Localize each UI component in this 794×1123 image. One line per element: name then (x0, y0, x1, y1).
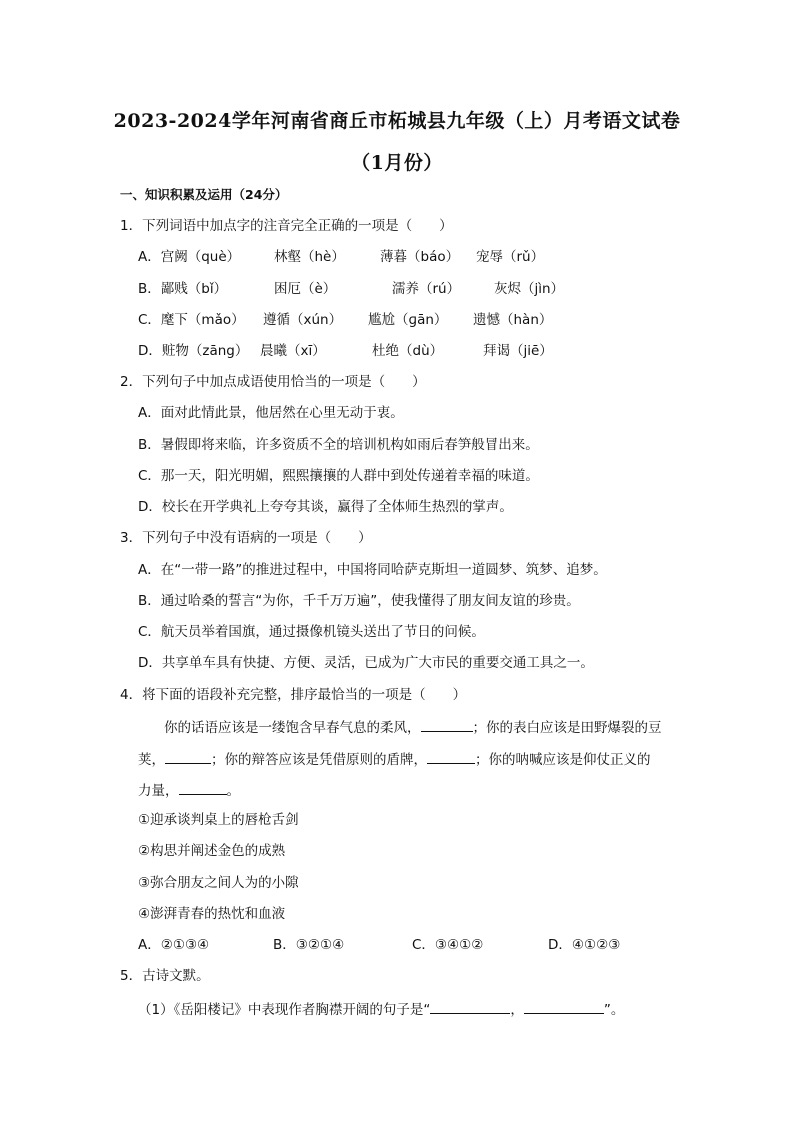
q4-passage-line-1 (164, 717, 662, 737)
q5-sub-text: ， (510, 1002, 524, 1018)
q1-option-b-2: 困厄（è） (274, 281, 337, 297)
q4-choice-c: C．③④①② (412, 937, 484, 953)
question-4-stem: 4．将下面的语段补充完整，排序最恰当的一项是（ ） (120, 687, 467, 703)
q3-option-d: D．共享单车具有快捷、方便、灵活，已成为广大市民的重要交通工具之一。 (138, 655, 594, 671)
q1-option-a-3: 薄暮（báo） (380, 249, 460, 265)
question-1-stem: 1．下列词语中加点字的注音完全正确的一项是（ ） (120, 218, 453, 234)
q1-option-b-3: 濡养（rú） (392, 281, 461, 297)
q4-choice-b: B．③②①④ (273, 937, 345, 953)
q4-blank-1[interactable] (421, 717, 473, 732)
q4-item-1: ①迎承谈判桌上的唇枪舌剑 (138, 812, 299, 828)
q1-option-c-1: C．麾下（mǎo） (138, 312, 245, 328)
q4-item-4: ④澎湃青春的热忱和血液 (138, 906, 286, 922)
q4-passage-text: ；你的辩答应该是凭借原则的盾牌， (211, 752, 427, 768)
q4-passage-text: 。 (226, 783, 240, 799)
q4-passage-text: 你的话语应该是一缕饱含早春气息的柔风， (164, 720, 421, 736)
question-2-stem: 2．下列句子中加点成语使用恰当的一项是（ ） (120, 374, 426, 390)
q1-option-b-4: 灰烬（jìn） (494, 281, 565, 297)
q2-option-a: A．面对此情此景，他居然在心里无动于衷。 (138, 405, 404, 421)
q3-option-c: C．航天员举着国旗，通过摄像机镜头送出了节日的问候。 (138, 624, 485, 640)
q5-sub-1 (138, 999, 624, 1019)
q1-option-d-4: 拜谒（jiē） (483, 343, 553, 359)
q5-sub-text: （1）《岳阳楼记》中表现作者胸襟开阔的句子是“ (138, 1002, 431, 1018)
q1-option-d-1: D．赃物（zāng） (138, 343, 249, 359)
q4-item-3: ③弥合朋友之间人为的小隙 (138, 875, 299, 891)
q1-option-c-4: 遗憾（hàn） (473, 312, 553, 328)
q2-option-c: C．那一天，阳光明媚，熙熙攘攘的人群中到处传递着幸福的味道。 (138, 468, 539, 484)
q2-option-d: D．校长在开学典礼上夸夸其谈，赢得了全体师生热烈的掌声。 (138, 499, 513, 515)
q4-blank-4[interactable] (179, 780, 227, 795)
q4-blank-3[interactable] (427, 749, 475, 764)
q4-passage-text: 力量， (138, 783, 179, 799)
q4-passage-text: ；你的表白应该是田野爆裂的豆 (472, 720, 662, 736)
q1-option-a-2: 林壑（hè） (274, 249, 345, 265)
q4-choice-d: D．④①②③ (548, 937, 621, 953)
q4-passage-text: ；你的呐喊应该是仰仗正义的 (475, 752, 651, 768)
section-heading: 一、知识积累及运用（24分） (120, 187, 288, 202)
q4-blank-2[interactable] (165, 749, 211, 764)
q5-blank-1[interactable] (430, 999, 510, 1014)
q4-passage-text: 荚， (138, 752, 165, 768)
q1-option-c-2: 遵循（xún） (263, 312, 343, 328)
q1-option-d-3: 杜绝（dù） (372, 343, 444, 359)
q1-option-a-1: A．宫阙（què） (138, 249, 241, 265)
q5-blank-2[interactable] (524, 999, 604, 1014)
q3-option-b: B．通过哈桑的誓言“为你，千千万万遍”，使我懂得了朋友间友谊的珍贵。 (138, 593, 580, 609)
q4-choice-a: A．②①③④ (138, 937, 210, 953)
exam-subtitle: （1月份） (351, 152, 443, 174)
q4-passage-line-3 (138, 780, 240, 800)
exam-title: 2023-2024学年河南省商丘市柘城县九年级（上）月考语文试卷 (113, 110, 681, 132)
q3-option-a: A．在“一带一路”的推进过程中，中国将同哈萨克斯坦一道圆梦、筑梦、追梦。 (138, 562, 607, 578)
q1-option-b-1: B．鄙贱（bǐ） (138, 281, 228, 297)
q1-option-d-2: 晨曦（xī） (260, 343, 326, 359)
q5-sub-text: ”。 (603, 1002, 625, 1018)
q1-option-a-4: 宠辱（rǔ） (476, 249, 545, 265)
q4-item-2: ②构思并阐述金色的成熟 (138, 843, 286, 859)
q1-option-c-3: 尴尬（ɡān） (368, 312, 448, 328)
q2-option-b: B．暑假即将来临，许多资质不全的培训机构如雨后春笋般冒出来。 (138, 437, 539, 453)
q4-passage-line-2 (138, 749, 651, 769)
question-3-stem: 3．下列句子中没有语病的一项是（ ） (120, 530, 372, 546)
question-5-stem: 5．古诗文默。 (120, 968, 210, 984)
